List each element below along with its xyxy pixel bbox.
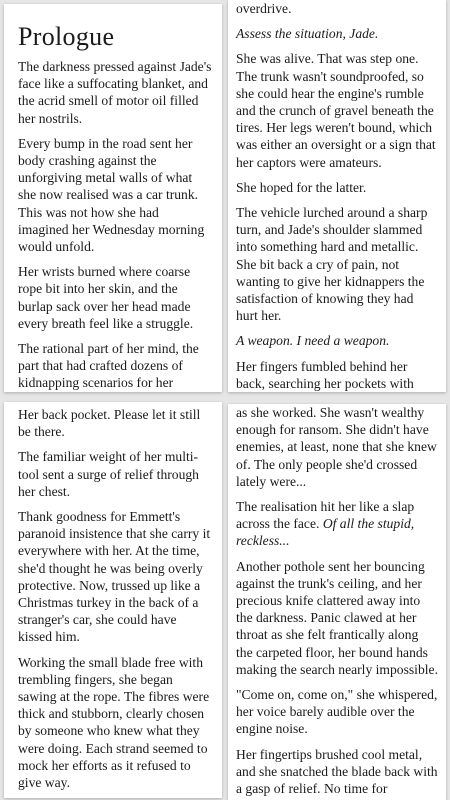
paragraph: Every bump in the road sent her body crashing against the unforgiving metal walls of what she now realised was a car trunk. This was not how she had imagined her Wednesday morning would unfold.	[18, 135, 205, 255]
paragraph: Her fingers fumbled behind her back, searching her pockets with	[236, 358, 414, 391]
paragraph: as she worked. She wasn't wealthy enough for ransom. She didn't have enemies, at least, none that she knew of. The only people she'd crossed lately were...	[236, 405, 437, 489]
italic-thought: Of all the stupid, reckless...	[236, 516, 415, 549]
paragraph: Another pothole sent her bouncing against the trunk's ceiling, and her precious knife clattered away into the darkness. Panic clawed at her throat as she felt frantically along the carpeted floor, her bound hands making the search nearly impossible.	[236, 558, 438, 677]
italic-thought: Assess the situation, Jade.	[236, 26, 379, 42]
dialogue: "Come on, come on," she whispered, her voice barely audible over the engine noise.	[236, 687, 438, 737]
paragraph-text: The realisation hit her like a slap across the face.	[236, 499, 415, 532]
reader-page-3	[4, 402, 222, 798]
paragraph: Her wrists burned where coarse rope bit into her skin, and the burlap sack over her head made every breath feel like a struggle.	[18, 264, 194, 331]
chapter-title: Prologue	[18, 22, 115, 51]
reader-page-2	[228, 0, 446, 392]
paragraph: Thank goodness for Emmett's paranoid insistence that she carry it everywhere with her. At the time, she'd thought he was being overly protective. Now, trussed up like a Christmas turkey in the back of a stranger's car, she could have kissed him.	[18, 509, 211, 645]
paragraph: Her fingertips brushed cool metal, and she snatched the blade back with a gasp of relief. No time for	[236, 746, 438, 797]
paragraph: The darkness pressed against Jade's face like a suffocating blanket, and the acrid smell of motor oil filled her nostrils.	[18, 59, 212, 126]
italic-thought: A weapon. I need a weapon.	[236, 333, 390, 349]
paragraph: She hoped for the latter.	[236, 179, 367, 195]
paragraph	[236, 498, 438, 550]
paragraph: The vehicle lurched around a sharp turn, and Jade's shoulder slammed into something hard and metallic. She bit back a cry of pain, not wanting to give her kidnappers the satisfaction of knowing they had hurt her.	[236, 205, 428, 324]
paragraph: Her back pocket. Please let it still be there.	[18, 407, 201, 440]
paragraph: The familiar weight of her multi-tool sent a surge of relief through her chest.	[18, 449, 199, 499]
paragraph: Working the small blade free with trembling fingers, she began sawing at the rope. The fibres were thick and stubborn, clearly chosen by someone who knew what they were doing. Each strand seemed to mock her efforts as it refused to give way.	[18, 654, 210, 791]
paragraph: overdrive.	[236, 1, 292, 16]
reader-page-4	[228, 404, 446, 800]
reader-page-1	[4, 4, 222, 392]
paragraph: The rational part of her mind, the part that had crafted dozens of kidnapping scenarios for her	[18, 341, 199, 391]
paragraph: She was alive. That was step one. The trunk wasn't soundproofed, so she could hear the engine's rumble and the crunch of gravel beneath the tires. Her legs weren't bound, which was either an oversight or a sign that her captors were amateurs.	[236, 51, 436, 170]
